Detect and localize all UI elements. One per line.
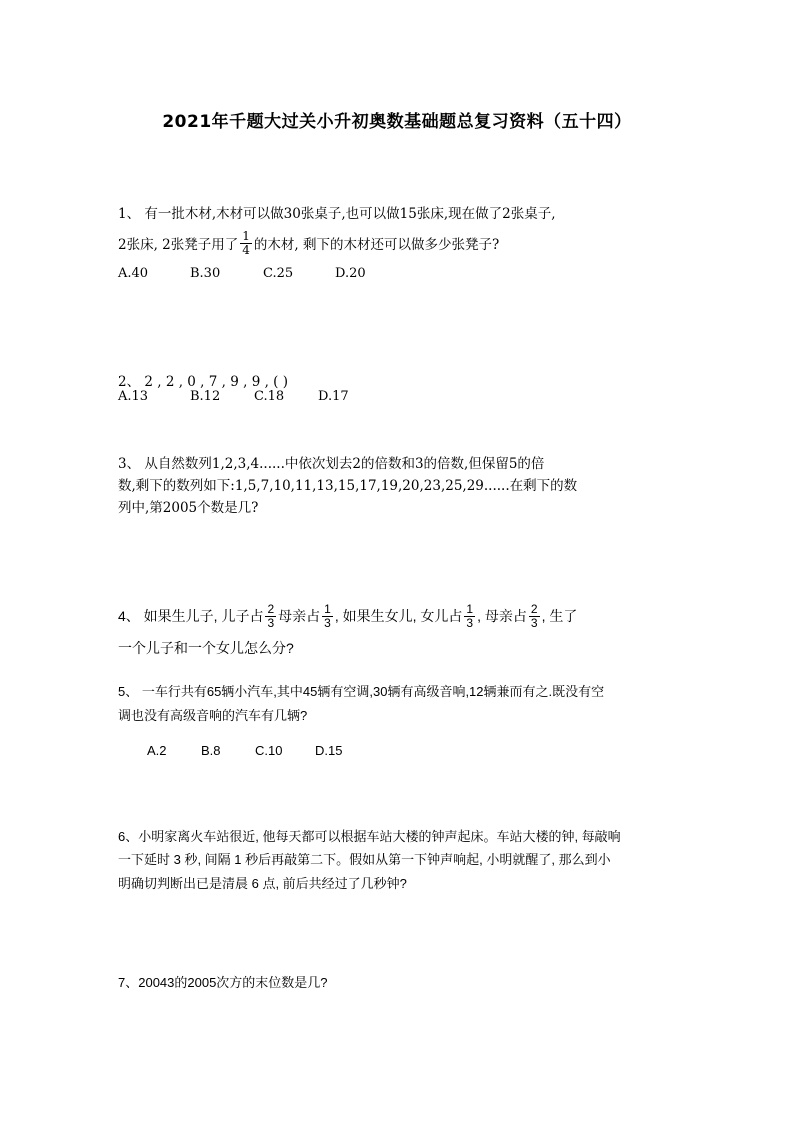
q3-line2: 数,剩下的数列如下:1,5,7,10,11,13,15,17,19,20,23,25,29......在剩下的数 [118, 478, 578, 494]
q1-fraction [240, 230, 252, 257]
q4-text-4: , 母亲占 [477, 608, 527, 624]
q6-line1: 6、小明家离火车站很近, 他每天都可以根据车站大楼的钟声起床。车站大楼的钟, 每敲响 [118, 829, 621, 844]
q2-option-c: C.18 [254, 389, 285, 404]
q1-line2 [118, 225, 499, 261]
q6-line2: 一下延时 3 秒, 间隔 1 秒后再敲第二下。假如从第一下钟声响起, 小明就醒了, 那么到小 [118, 852, 611, 867]
q5-option-a: A.2 [147, 743, 167, 758]
fraction-numerator: 1 [466, 601, 474, 616]
q2-option-b: B.12 [190, 389, 221, 404]
fraction-denominator: 3 [324, 615, 331, 630]
q4-fraction-4 [529, 603, 540, 630]
q5-option-c: C.10 [255, 743, 283, 758]
q4-fraction-3 [464, 603, 475, 630]
q5-line1: 5、 一车行共有65辆小汽车,其中45辆有空调,30辆有高级音响,12辆兼而有之.既没有空 [118, 684, 605, 699]
q4-line2: 一个儿子和一个女儿怎么分? [118, 640, 294, 656]
q2-options [118, 389, 349, 404]
fraction-numerator: 2 [267, 601, 275, 616]
q3-line3: 列中,第2005个数是几? [118, 500, 259, 516]
fraction-denominator: 4 [242, 242, 250, 257]
q5-option-b: B.8 [201, 743, 221, 758]
q5-options [147, 743, 342, 758]
page-title: 2021年千题大过关小升初奥数基础题总复习资料（五十四） [162, 112, 632, 132]
q2-option-a: A.13 [118, 389, 149, 404]
q4-fraction-2 [322, 603, 333, 630]
q1-option-c: C.25 [263, 266, 294, 281]
q4-text-5: , 生了 [541, 608, 578, 624]
fraction-denominator: 3 [466, 615, 474, 630]
q1-options [118, 266, 366, 281]
fraction-numerator: 1 [242, 228, 250, 243]
fraction-denominator: 3 [530, 615, 538, 630]
q4-line1 [118, 598, 577, 634]
q4-text-3: , 如果生女儿, 女儿占 [334, 608, 463, 624]
fraction-denominator: 3 [267, 615, 275, 630]
q1-line1: 1、 有一批木材,木材可以做30张桌子,也可以做15张床,现在做了2张桌子, [118, 206, 556, 222]
q5-option-d: D.15 [315, 743, 343, 758]
q3-line1: 3、 从自然数列1,2,3,4......中依次划去2的倍数和3的倍数,但保留5的倍 [118, 456, 545, 472]
q4-text-2: 母亲占 [278, 608, 321, 624]
q5-line2: 调也没有高级音响的汽车有几辆? [118, 708, 308, 723]
fraction-numerator: 1 [324, 601, 331, 616]
q1-line2-text-a: 2张床, 2张凳子用了 [118, 237, 239, 253]
q4-fraction-1 [265, 603, 276, 630]
q6-line3: 明确切判断出已是清晨 6 点, 前后共经过了几秒钟? [118, 876, 407, 891]
q7-line1: 7、20043的2005次方的末位数是几? [118, 975, 328, 990]
q1-option-a: A.40 [118, 266, 149, 281]
q1-option-b: B.30 [190, 266, 221, 281]
q2-line1: 2、 2 , 2 , 0 , 7 , 9 , 9 , ( ) [118, 374, 288, 390]
q1-line2-text-b: 的木材, 剩下的木材还可以做多少张凳子? [253, 237, 500, 253]
q1-option-d: D.20 [335, 266, 366, 281]
q4-text-1: 4、 如果生儿子, 儿子占 [118, 608, 264, 624]
fraction-numerator: 2 [530, 601, 538, 616]
q2-option-d: D.17 [318, 389, 349, 404]
